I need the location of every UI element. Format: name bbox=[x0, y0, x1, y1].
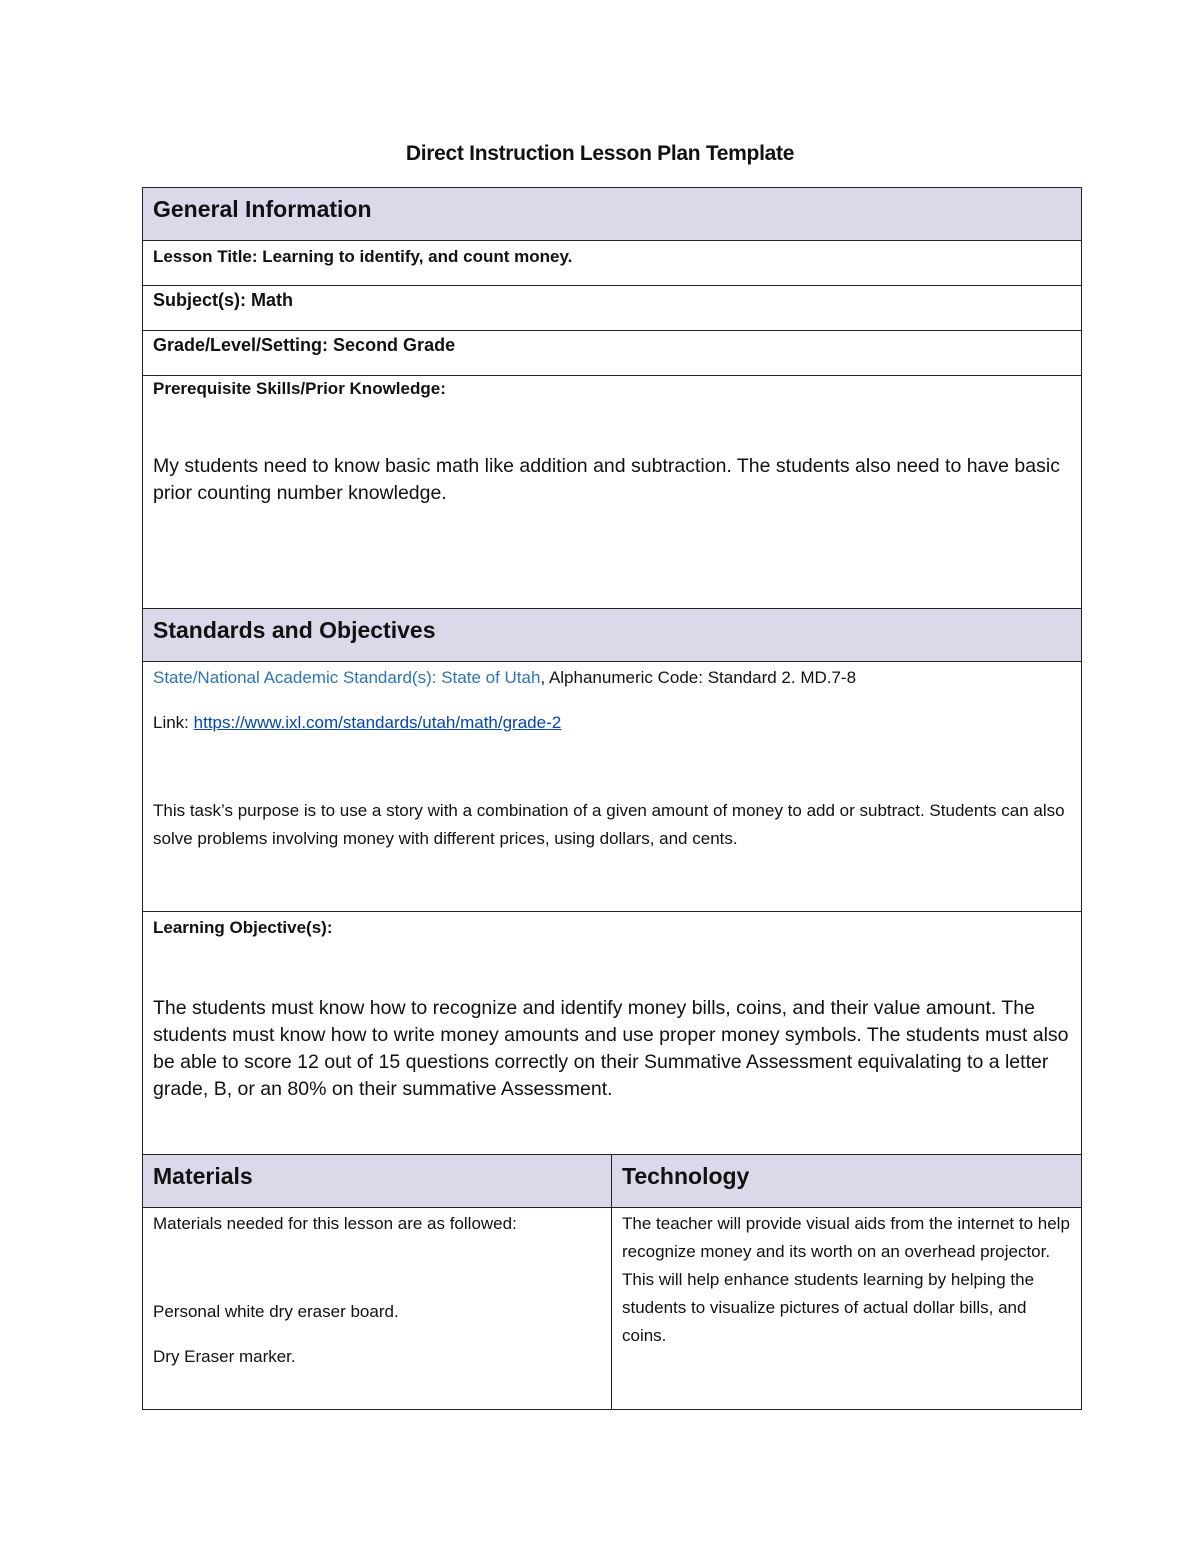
materials-tech-header-row bbox=[143, 1155, 1082, 1208]
general-info-heading: General Information bbox=[153, 196, 372, 222]
standards-row bbox=[143, 662, 1082, 912]
technology-header-cell bbox=[612, 1155, 1082, 1208]
lesson-plan-table bbox=[142, 187, 1082, 1410]
standard-line bbox=[153, 664, 1071, 692]
link-label: Link: bbox=[153, 713, 194, 732]
standards-header-row bbox=[143, 609, 1082, 662]
materials-item: Personal white dry eraser board. bbox=[153, 1302, 399, 1321]
subjects-row bbox=[143, 286, 1082, 331]
materials-cell bbox=[143, 1208, 612, 1410]
general-info-header-row bbox=[143, 188, 1082, 241]
purpose-text: This task’s purpose is to use a story with a combination of a given amount of money to add or subtract. Students can also solve problems involving money with different prices, using dollars, and cents. bbox=[153, 801, 1065, 848]
objectives-label: Learning Objective(s): bbox=[153, 918, 333, 937]
prereq-label: Prerequisite Skills/Prior Knowledge: bbox=[153, 379, 446, 398]
technology-text: The teacher will provide visual aids from the internet to help recognize money and its worth on an overhead projector. This will help enhance students learning by helping the students to visualize pictures of actual dollar bills, and coins. bbox=[622, 1214, 1070, 1345]
link-line bbox=[153, 709, 1071, 737]
lesson-title-row bbox=[143, 241, 1082, 286]
prereq-row bbox=[143, 376, 1082, 609]
general-info-header-cell bbox=[143, 188, 1082, 241]
grade-level-setting: Grade/Level/Setting: Second Grade bbox=[153, 335, 456, 355]
subjects: Subject(s): Math bbox=[153, 290, 294, 310]
standards-link[interactable]: https://www.ixl.com/standards/utah/math/grade-2 bbox=[193, 713, 562, 732]
standard-code: , Alphanumeric Code: Standard 2. MD.7-8 bbox=[540, 668, 857, 687]
materials-header-cell bbox=[143, 1155, 612, 1208]
standard-label: State/National Academic Standard(s): State of Utah bbox=[153, 668, 541, 687]
standards-heading: Standards and Objectives bbox=[153, 617, 436, 643]
objectives-row bbox=[143, 912, 1082, 1155]
materials-intro: Materials needed for this lesson are as followed: bbox=[153, 1214, 517, 1233]
standards-header-cell bbox=[143, 609, 1082, 662]
lesson-title: Lesson Title: Learning to identify, and count money. bbox=[153, 247, 573, 266]
materials-item: Dry Eraser marker. bbox=[153, 1347, 296, 1366]
grade-row bbox=[143, 331, 1082, 376]
technology-heading: Technology bbox=[622, 1163, 750, 1189]
document-title: Direct Instruction Lesson Plan Template bbox=[405, 142, 795, 165]
technology-cell bbox=[612, 1208, 1082, 1410]
objectives-text: The students must know how to recognize and identify money bills, coins, and their value amount. The students must know how to write money amounts and use proper money symbols. The students must also be able to score 12 out of 15 questions correctly on their Summative Assessment equivalating to a letter grade, B, or an 80% on their summative Assessment. bbox=[153, 997, 1069, 1100]
prereq-text: My students need to know basic math like addition and subtraction. The students also need to have basic prior counting number knowledge. bbox=[153, 455, 1060, 504]
materials-tech-row bbox=[143, 1208, 1082, 1410]
materials-heading: Materials bbox=[153, 1163, 253, 1189]
